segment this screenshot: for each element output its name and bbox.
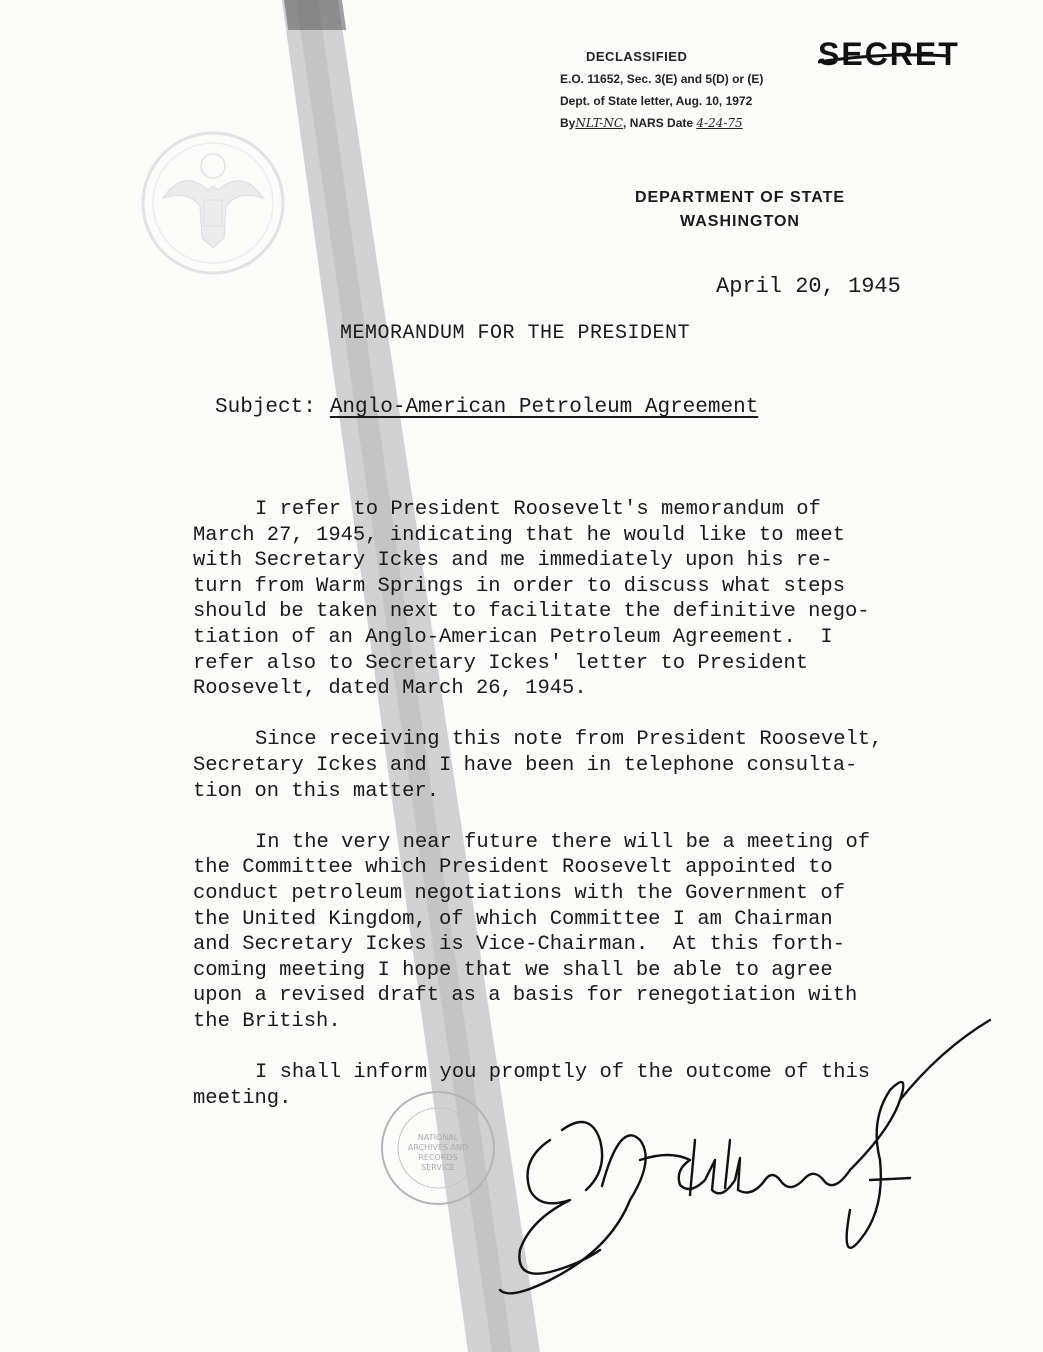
paragraph-line: turn from Warm Springs in order to discuss what steps [193,574,846,598]
paragraph-line: conduct petroleum negotiations with the Government of [193,881,846,905]
department-city: WASHINGTON [680,213,800,230]
paragraph-line: tion on this matter. [193,779,440,803]
paragraph-line: the British. [193,1009,341,1033]
declassified-title: DECLASSIFIED [586,49,688,64]
declassification-stamp [560,46,763,134]
paragraph [193,727,913,804]
subject-label: Subject: [215,396,316,419]
by-value: NLT-NC [575,116,624,130]
paragraph [193,497,913,702]
by-label: By [560,116,576,130]
memo-title: MEMORANDUM FOR THE PRESIDENT [340,322,691,345]
archive-stamp-icon [378,1088,498,1208]
paragraph-line: coming meeting I hope that we shall be able to agree [193,958,833,982]
authority-line: E.O. 11652, Sec. 3(E) and 5(D) or (E) [560,72,764,86]
paragraph-line: Roosevelt, dated March 26, 1945. [193,677,587,701]
by-line [560,112,763,134]
signature-icon [490,1010,1010,1310]
paragraph-line: I shall inform you promptly of the outcome of this [255,1061,871,1085]
paragraph-line: I refer to President Roosevelt's memorandum of [255,498,821,521]
nars-label: , NARS Date [623,116,694,130]
paragraph-line: the Committee which President Roosevelt appointed to [193,856,833,880]
subject-value: Anglo-American Petroleum Agreement [329,396,759,419]
paragraph-line: Since receiving this note from President Roosevelt, [255,728,883,752]
paragraph-line: meeting. [193,1086,292,1110]
paragraph-line: In the very near future there will be a meeting of [255,830,871,854]
paragraph-line: the United Kingdom, of which Committee I am Chairman [193,907,833,931]
paragraph-line: and Secretary Ickes is Vice-Chairman. At this forth- [193,933,846,957]
letterhead [590,186,890,234]
svg-text:NATIONAL: NATIONAL [417,1133,459,1142]
letter-line: Dept. of State letter, Aug. 10, 1972 [560,94,753,108]
paragraph-line: March 27, 1945, indicating that he would like to meet [193,523,846,547]
paragraph [193,830,913,1035]
classification-marking: SECRET [818,36,960,72]
nars-value: 4-24-75 [696,116,743,130]
paragraph-line: Secretary Ickes and I have been in telephone consulta- [193,753,858,777]
paragraph-line: refer also to Secretary Ickes' letter to President [193,651,809,675]
paragraph-line: with Secretary Ickes and me immediately upon his re- [193,549,833,573]
paragraph-line: upon a revised draft as a basis for renegotiation with [193,984,858,1008]
department-name: DEPARTMENT OF STATE [634,189,846,206]
paragraph-line: tiation of an Anglo-American Petroleum Agreement. I [193,625,833,649]
subject-line [215,396,758,419]
strikethrough-mark [814,38,954,78]
svg-text:SERVICE: SERVICE [421,1163,455,1172]
memo-date: April 20, 1945 [716,274,901,299]
svg-text:RECORDS: RECORDS [418,1153,458,1162]
svg-text:ARCHIVES AND: ARCHIVES AND [407,1143,469,1152]
paragraph-line: should be taken next to facilitate the definitive nego- [193,600,870,624]
eagle-seal-icon [138,128,288,278]
